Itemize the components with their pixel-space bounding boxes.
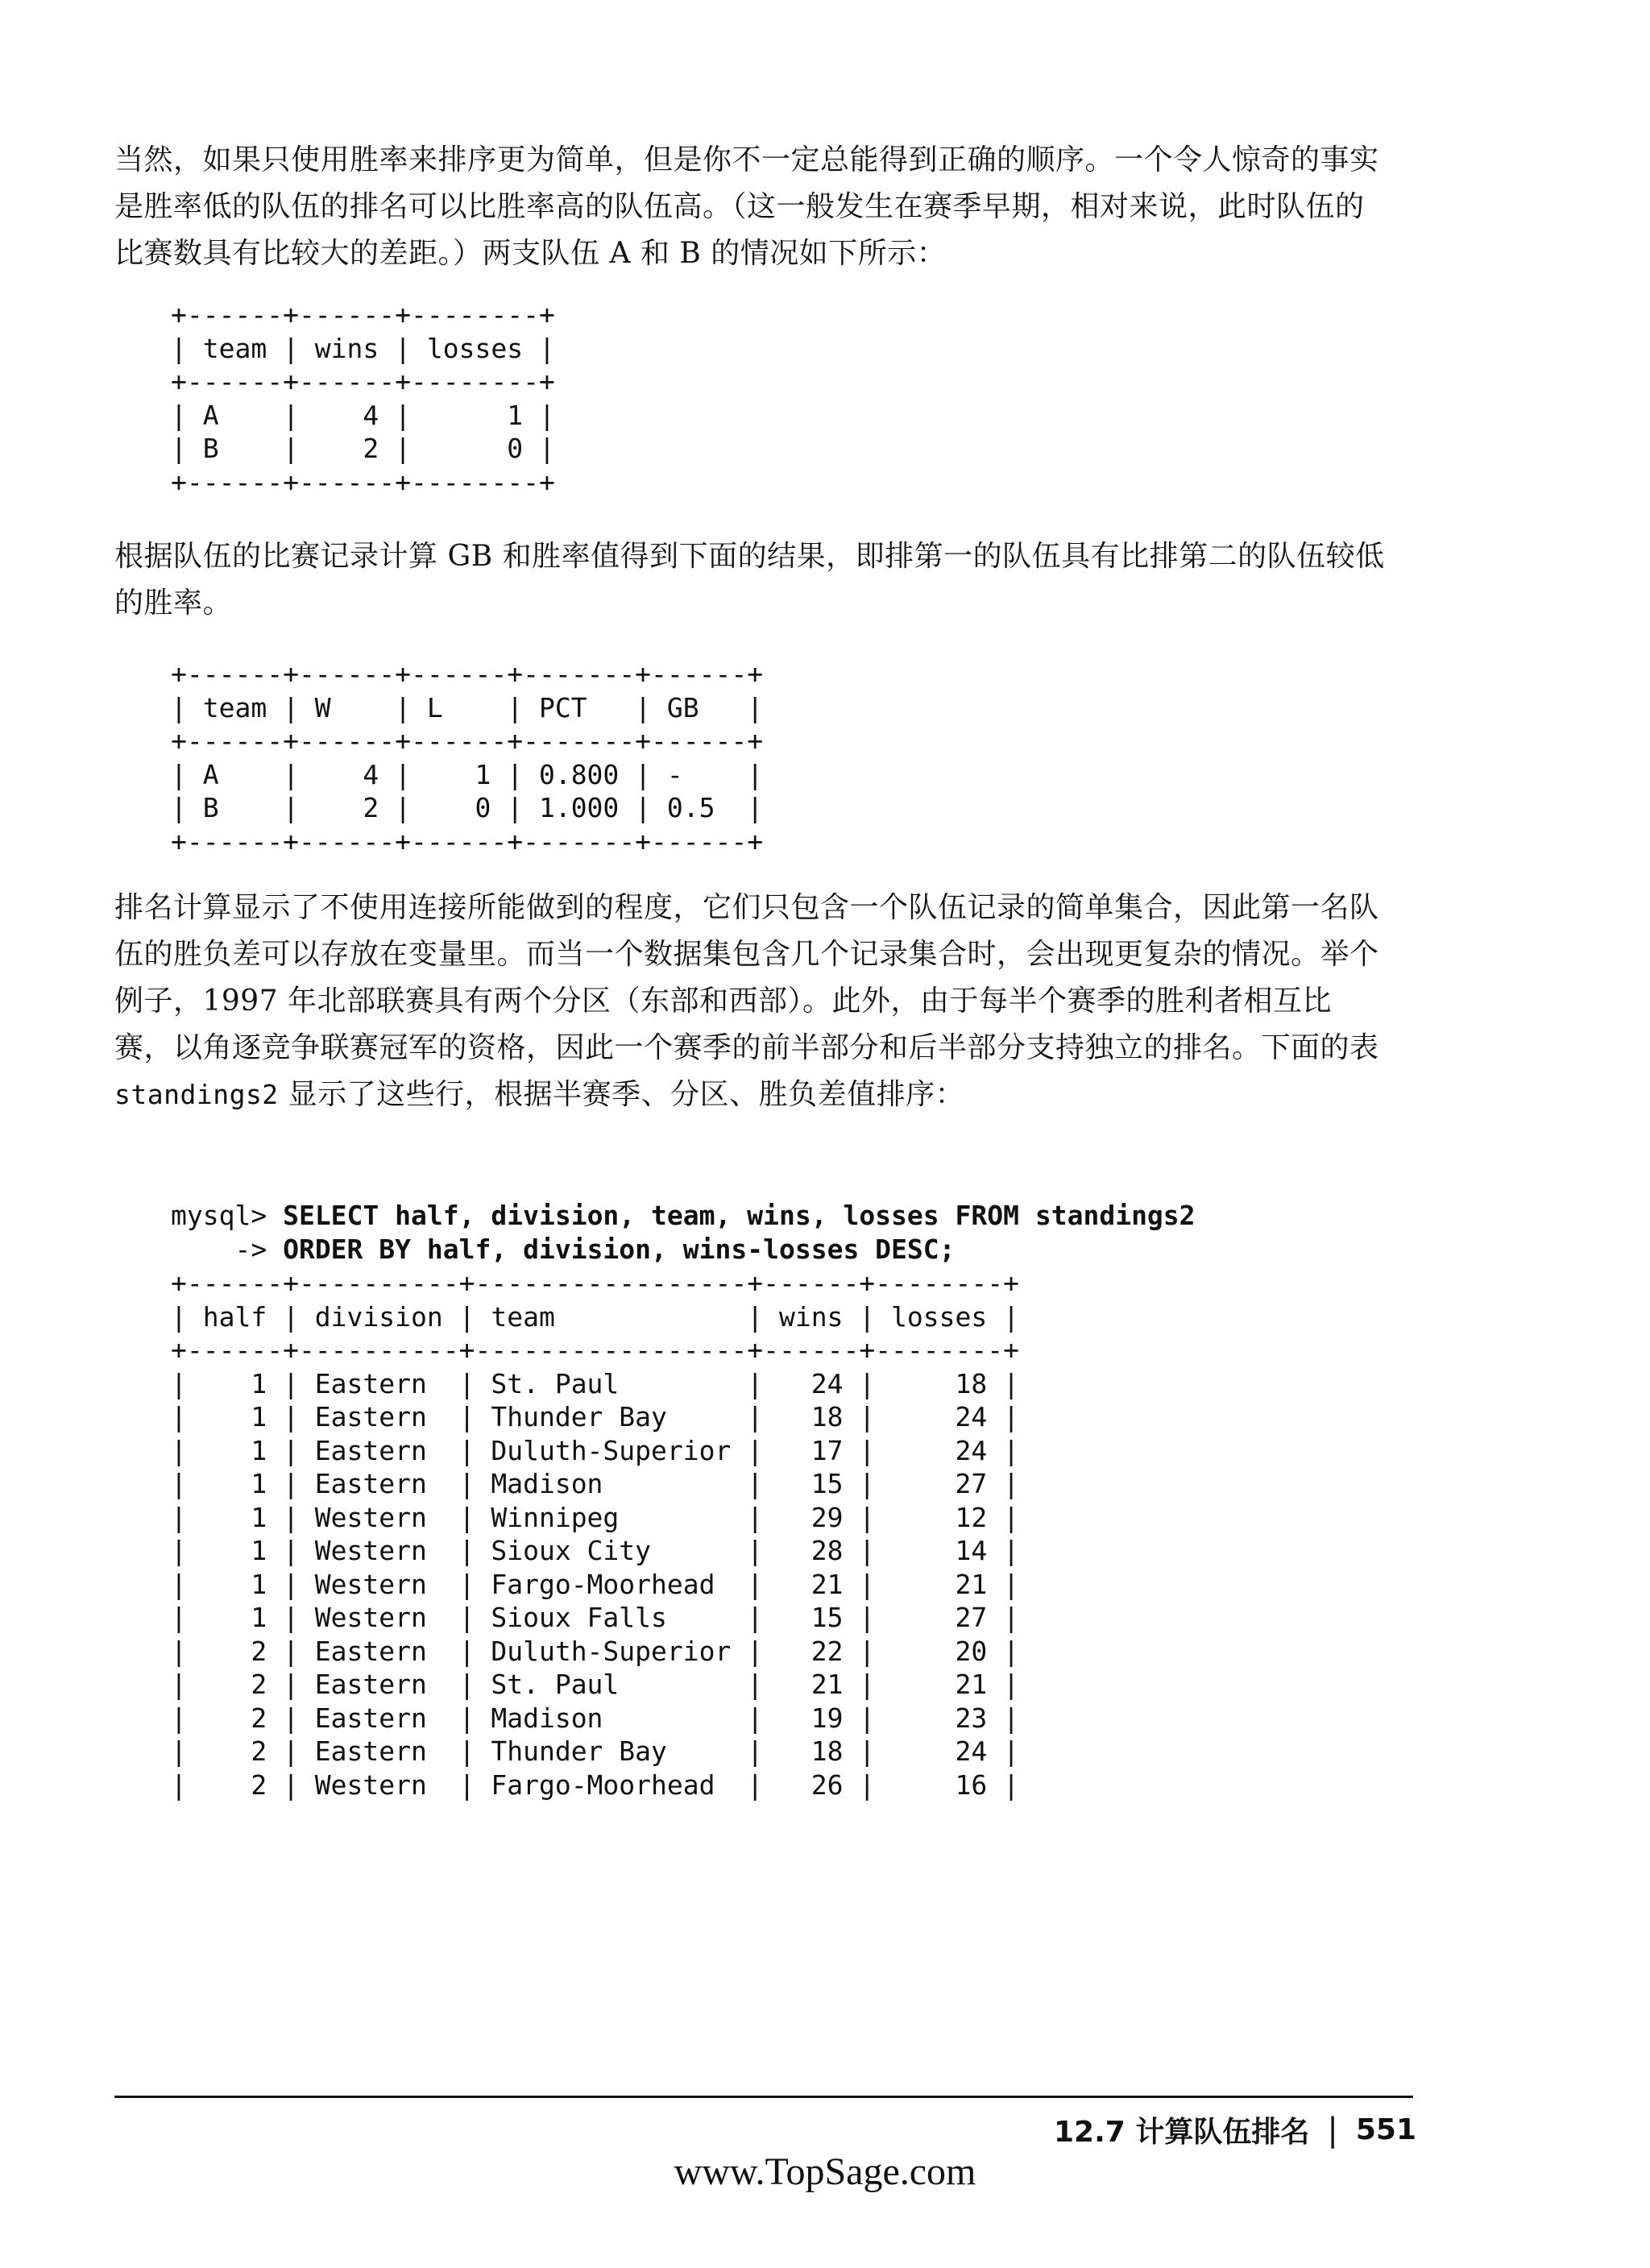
- sql-query: [171, 1199, 1196, 1266]
- standings2-result-table: +------+----------+-----------------+------+--------+ | half | division | team | wins | losses | +------+----------+-----------------+------+--------+ | 1 | Eastern | St. Paul | 24 | 18 | | 1 | Eastern | Thunder Bay | 18 | 24 | | 1 | Eastern | Duluth-Superior | 17 | 24 | | 1 | Eastern | Madison | 15 | 27 | | 1 | Western | Winnipeg | 29 | 12 | | 1 | Western | Sioux City | 28 | 14 | | 1 | Western | Fargo-Moorhead | 21 | 21 | | 1 | Western | Sioux Falls | 15 | 27 | | 2 | Eastern | Duluth-Superior | 22 | 20 | | 2 | Eastern | St. Paul | 21 | 21 | | 2 | Eastern | Madison | 19 | 23 | | 2 | Eastern | Thunder Bay | 18 | 24 | | 2 | Western | Fargo-Moorhead | 26 | 16 |: [171, 1267, 1019, 1801]
- paragraph-win-rate-intro: 当然，如果只使用胜率来排序更为简单，但是你不一定总能得到正确的顺序。一个令人惊奇的事实是胜率低的队伍的排名可以比胜率高的队伍高。（这一般发生在赛季早期，相对来说，此时队伍的比赛数具有比较大的差距。）两支队伍 A 和 B 的情况如下所示：: [114, 143, 1379, 270]
- inline-code-table-name: standings2: [114, 1079, 279, 1110]
- paragraph-text: 排名计算显示了不使用连接所能做到的程度，它们只包含一个队伍记录的简单集合，因此第一名队伍的胜负差可以存放在变量里。而当一个数据集包含几个记录集合时，会出现更复杂的情况。举个例子，1997 年北部联赛具有两个分区（东部和西部）。此外，由于每半个赛季的胜利者相互比赛，以角逐竞争联赛冠军的资格，因此一个赛季的前半部分和后半部分支持独立的排名。下面的表: [114, 891, 1379, 1064]
- team-wins-losses-table: +------+------+--------+ | team | wins | losses | +------+------+--------+ | A | 4 | 1 | | B | 2 | 0 | +------+------+--------+: [171, 299, 555, 498]
- paragraph-text: 显示了这些行，根据半赛季、分区、胜负差值排序：: [278, 1078, 965, 1111]
- sql-continuation-prompt: ->: [171, 1233, 284, 1265]
- footer-rule: [114, 2096, 1413, 2098]
- team-gb-pct-table: +------+------+------+-------+------+ | team | W | L | PCT | GB | +------+------+------+-------+------+ | A | 4 | 1 | 0.800 | - | | B | 2 | 0 | 1.000 | 0.5 | +------+------+------+-------+------+: [171, 658, 764, 857]
- paragraph-standings2-intro: [114, 885, 1387, 1118]
- sql-line-1: SELECT half, division, team, wins, losses FROM standings2: [283, 1200, 1196, 1231]
- footer-separator: |: [1327, 2111, 1338, 2149]
- watermark-url: www.TopSage.com: [674, 2150, 976, 2193]
- page-number: 551: [1355, 2113, 1416, 2146]
- footer-section-title: 12.7 计算队伍排名: [1054, 2116, 1310, 2149]
- paragraph-gb-result: 根据队伍的比赛记录计算 GB 和胜率值得到下面的结果，即排第一的队伍具有比排第二的队伍较低的胜率。: [114, 540, 1385, 620]
- sql-line-2: ORDER BY half, division, wins-losses DESC;: [283, 1233, 956, 1265]
- sql-prompt: mysql>: [171, 1200, 284, 1231]
- page-footer: [1054, 2109, 1416, 2150]
